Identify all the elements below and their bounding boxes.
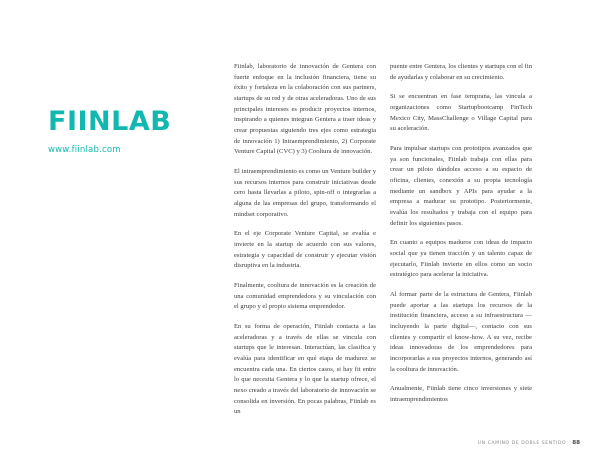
paragraph: Finalmente, cooltura de innovación es la creación de una comunidad emprendedora y su vinculación con el grupo y el propio sistema emprendedor. [234,282,376,311]
paragraph: Si se encuentran en fase temprana, las vincula a organizaciones como Startupbootcamp FinTech Mexico City, MassChallenge o Village Capital para su aceleración. [390,93,532,133]
paragraph: El intraemprendimiento es como un Venture builder y sus recursos internos para construir iniciativas desde cero hasta llevarlas a piloto, spin-off o integrarlas a alguna de las empresas del grupo, transformando el mindset corporativo. [234,168,376,218]
page-number: 88 [572,440,580,446]
paragraph: En cuanto a equipos maduros con ideas de impacto social que ya tienen tracción y un talento capaz de ejecutarlo, Fiinlab invierte en ellos como un socio estratégico para acelerar la iniciativa. [390,239,532,279]
body-text-column-right [390,62,532,406]
brand-column [0,0,228,463]
paragraph: puente entre Gentera, los clientes y startups con el fin de ayudarlas y colaborar en su crecimiento. [390,63,532,81]
paragraph: Para impulsar startups con prototipos avanzados que ya son funcionales, Fiinlab trabaja con ellas para crear un piloto dándoles acceso a su espacio de oficina, clientes, conexión a su propia tecnología mediante un sandbox y APIs para ayudar a la empresa a madurar su prototipo. Posteriormente, evalúa los resultados y trabaja con el equipo para definir los siguientes pasos. [390,145,532,227]
fiinlab-logo: FIINLAB [48,106,172,137]
paragraph: Al formar parte de la estructura de Gentera, Fiinlab puede aportar a las startups los recursos de la institución financiera, acceso a su infraestructura —incluyendo la parte digital—, contacto con sus clientes y compartir el know-how. A su vez, recibe ideas innovadoras de los emprendedores para incorporarlas a sus proyectos internos, generando así la cooltura de innovación. [390,291,532,373]
paragraph: Anualmente, Fiinlab tiene cinco inversiones y siete intraemprendimientos [390,385,532,404]
body-text-column-left [234,62,376,418]
paragraph: En el eje Corporate Venture Capital, se evalúa e invierte en la startup de acuerdo con sus valores, estrategia y capacidad de construir y ejecutar visión disruptiva en la industria. [234,230,376,270]
paragraph: En su forma de operación, Fiinlab contacta a las aceleradoras y a través de ellas se vincula con startups que le interesan. Interactúan, las clasifica y evalúa para identificar en qué etapa de madurez se encuentra cada una. En ciertos casos, si hay fit entre lo que necesita Gentera y lo que la startup ofrece, el nexo creado a través del laboratorio de innovación se consolida en inversión. En pocas palabras, Fiinlab es un [234,323,376,416]
brand-website-link[interactable]: www.fiinlab.com [48,145,121,155]
paragraph: Fiinlab, laboratorio de innovación de Gentera con fuerte enfoque en la inclusión financiera, tiene su éxito y fortaleza en la colaboración con sus partners, startups de su red y de otras aceleradoras. Uno de sus principales intereses es producir proyectos internos, inspirando a quienes integran Gentera a traer ideas y crear propuestas siguiendo tres ejes como estrategia de innovación 1) Intraemprendimiento, 2) Corporate Venture Capital (CVC) y 3) Cooltura de innovación. [234,63,376,156]
footer-book-title: UN CAMINO DE DOBLE SENTIDO [477,441,567,446]
page-footer [478,440,580,446]
